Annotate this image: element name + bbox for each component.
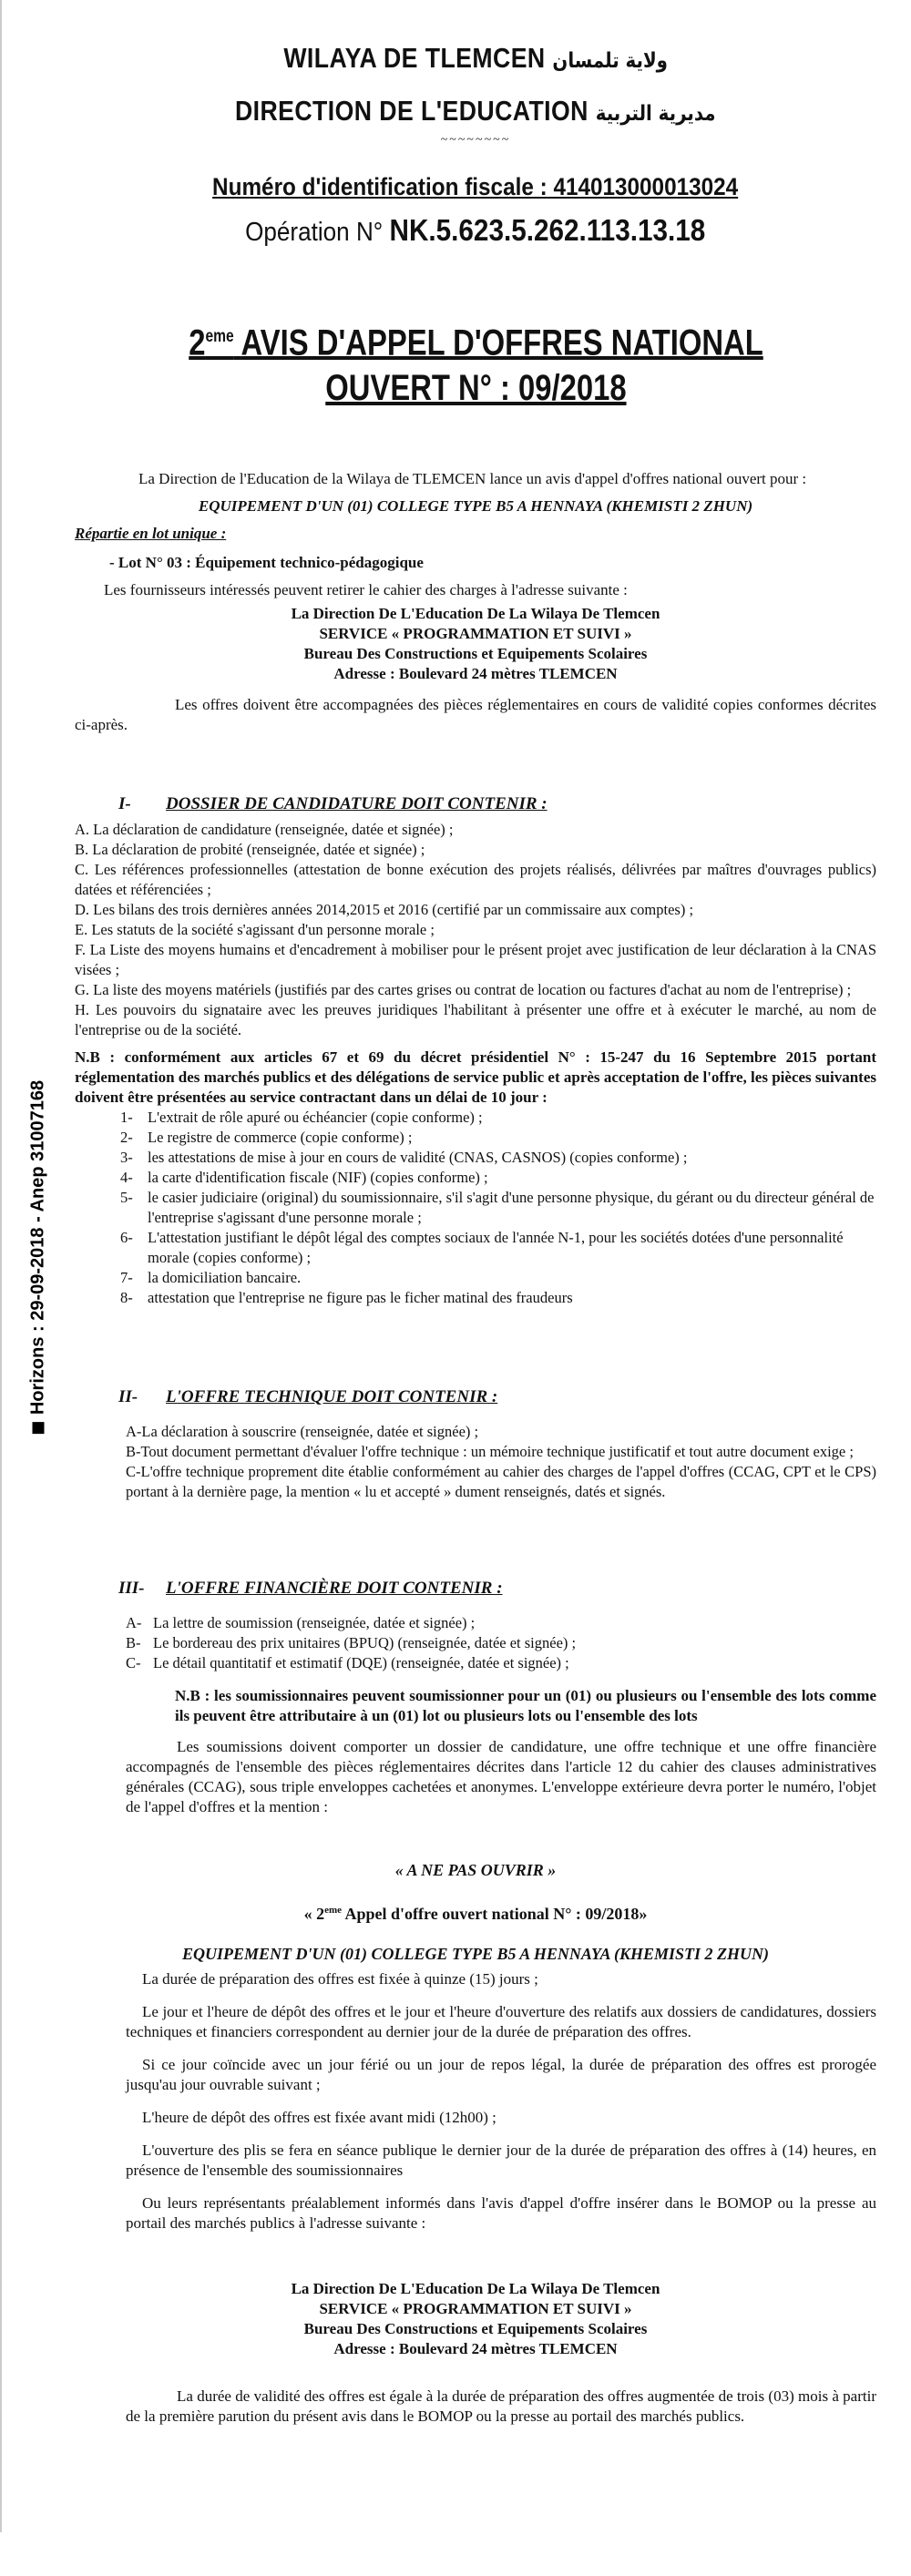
address-block-1 — [75, 604, 876, 684]
operation-prefix: Opération N° — [245, 218, 384, 247]
list-item: 2- Le registre de commerce (copie conforme) ; — [120, 1129, 413, 1146]
title-line-1: AVIS D'APPEL D'OFFRES NATIONAL — [241, 322, 763, 363]
list-item: 7- la domiciliation bancaire. — [120, 1269, 302, 1286]
operation-line — [75, 213, 876, 248]
header-tilde-divider: ~~~~~~~~ — [440, 133, 511, 147]
retrieve-text: Les fournisseurs intéressés peuvent retirer le cahier des charges à l'adresse suivante : — [104, 581, 628, 598]
section3-title: L'OFFRE FINANCIÈRE DOIT CONTENIR : — [166, 1579, 503, 1598]
list-item: H. Les pouvoirs du signataire avec les preuves juridiques l'habilitant à présenter une offre et à exécuter le marché, au nom de l'entreprise ou de la société. — [75, 1001, 876, 1038]
deposit-day-text: Le jour et l'heure de dépôt des offres et le jour et l'heure d'ouverture des relatifs aux dossiers de candidatures, dossiers techniques et financiers correspondent au dernier jour de la durée de préparation des offres. — [126, 2003, 876, 2040]
side-label — [11, 1048, 66, 1467]
address-block-2 — [75, 2279, 876, 2359]
opening-text: L'ouverture des plis se fera en séance publique le dernier jour de la durée de préparation des offres à (14) heures, en présence de l'ensemble des soumissionnaires — [126, 2142, 876, 2179]
representatives-text: Ou leurs représentants préalablement informés dans l'avis d'appel d'offre insérer dans le BOMOP ou la presse au portail des marchés publics à l'adresse suivante : — [126, 2194, 876, 2232]
list-item: C. Les références professionnelles (attestation de bonne exécution des projets réalisés, délivrées par maîtres d'ouvrages publics) datées et référenciées ; — [75, 861, 876, 898]
do-not-open: « A NE PAS OUVRIR » — [394, 1861, 557, 1879]
section2-title: L'OFFRE TECHNIQUE DOIT CONTENIR : — [166, 1387, 498, 1406]
section2-list — [75, 1422, 876, 1502]
conditions-block — [75, 1969, 876, 2234]
holiday-text: Si ce jour coïncide avec un jour férié ou un jour de repos légal, la durée de préparation des offres est prorogée jusqu'au jour ouvrable suivant ; — [126, 2056, 876, 2093]
address1-line1: La Direction De L'Education De La Wilaya De Tlemcen — [291, 605, 660, 622]
side-publication-label: Horizons : 29-09-2018 - Anep 31007168 — [28, 1080, 49, 1434]
address2-line2: SERVICE « PROGRAMMATION ET SUIVI » — [319, 2300, 632, 2317]
address1-line4: Adresse : Boulevard 24 mètres TLEMCEN — [333, 665, 618, 682]
lot-label: - Lot N° 03 : Équipement technico-pédagogique — [109, 554, 424, 571]
list-item: C- Le détail quantitatif et estimatif (DQE) (renseignée, datée et signée) ; — [126, 1654, 569, 1671]
nb-requirements: N.B : conformément aux articles 67 et 69 du décret présidentiel N° : 15-247 du 16 Septembre 2015 portant réglementation des marchés publics et des délégations de service public et après acceptation de l'offre, les pièces suivantes doivent être présentées au service contractant dans un délai de 10 jour : — [75, 1048, 876, 1106]
fiscal-id: Numéro d'identification fiscale : 414013000013024 — [212, 173, 739, 200]
list-item: C-L'offre technique proprement dite établie conformément au cahier des charges de l'appel d'offres (CCAG, CPT et le CPS) portant à la dernière page, la mention « lu et accepté » dument renseignés, datés et signés. — [126, 1463, 876, 1500]
list-item: B-Tout document permettant d'évaluer l'offre technique : un mémoire technique justificatif et tout autre document exige ; — [126, 1443, 854, 1460]
square-bullet-icon — [33, 1422, 45, 1434]
section1-title: DOSSIER DE CANDIDATURE DOIT CONTENIR : — [166, 794, 548, 813]
address2-line3: Bureau Des Constructions et Equipements Scolaires — [303, 2320, 648, 2337]
list-item: F. La Liste des moyens humains et d'encadrement à mobiliser pour le présent projet avec justification de leur déclaration à la CNAS visées ; — [75, 941, 876, 978]
section3-list — [75, 1613, 876, 1673]
title-line-2: OUVERT N° : 09/2018 — [324, 368, 627, 409]
wilaya-name: WILAYA DE TLEMCEN — [283, 42, 546, 74]
section1-list — [75, 820, 876, 1040]
section-1 — [75, 794, 876, 1308]
submission-text: Les soumissions doivent comporter un dossier de candidature, une offre technique et une offre financière accompagnés de l'ensemble des pièces réglementaires décrites dans l'article 12 du cahier des clauses administratives générales (CCAG), sous triple enveloppes cachetées et anonymes. L'enveloppe extérieure devra porter le numéro, l'objet de l'appel d'offres et la mention : — [126, 1738, 876, 1815]
section3-number: III- — [118, 1579, 145, 1598]
address1-line3: Bureau Des Constructions et Equipements Scolaires — [303, 645, 648, 662]
project-title: EQUIPEMENT D'UN (01) COLLEGE TYPE B5 A HENNAYA (KHEMISTI 2 ZHUN) — [198, 497, 753, 515]
nb-lots: N.B : les soumissionnaires peuvent soumissionner pour un (01) ou plusieurs ou l'ensemble des lots comme ils peuvent être attributaire à un (01) lot ou plusieurs lots ou l'ensemble des lots — [175, 1687, 876, 1724]
direction-name: DIRECTION DE L'EDUCATION — [235, 95, 589, 127]
validity-text: La durée de validité des offres est égale à la durée de préparation des offres augmentée de trois (03) mois à partir de la première parution du présent avis dans le BOMOP ou la presse au portail des marchés publics. — [126, 2387, 876, 2425]
fiscal-id-line — [75, 173, 876, 201]
list-item: A-La déclaration à souscrire (renseignée, datée et signée) ; — [126, 1423, 479, 1440]
intro-block — [75, 469, 876, 735]
list-item: G. La liste des moyens matériels (justifiés par des cartes grises ou contrat de location ou factures d'achat au nom de l'entreprise) ; — [75, 981, 852, 998]
title-ordinal-sup: eme — [204, 327, 234, 346]
left-border-line — [0, 0, 2, 2532]
list-item: 1- L'extrait de rôle apuré ou échéancier (copie conforme) ; — [120, 1109, 483, 1126]
intro-text: La Direction de l'Education de la Wilaya de TLEMCEN lance un avis d'appel d'offres national ouvert pour : — [138, 470, 807, 487]
nb-list — [75, 1108, 876, 1308]
address2-line4: Adresse : Boulevard 24 mètres TLEMCEN — [333, 2340, 618, 2357]
list-item: A. La déclaration de candidature (renseignée, datée et signée) ; — [75, 821, 454, 838]
wilaya-name-arabic: ولاية تلمسان — [552, 49, 668, 73]
list-item: A- La lettre de soumission (renseignée, datée et signée) ; — [126, 1614, 476, 1631]
address2-line1: La Direction De L'Education De La Wilaya De Tlemcen — [291, 2280, 660, 2297]
duration-text: La durée de préparation des offres est fixée à quinze (15) jours ; — [142, 1970, 538, 1988]
section-2 — [75, 1387, 876, 1502]
direction-name-arabic: مديرية التربية — [595, 102, 716, 126]
header-direction — [75, 95, 876, 128]
operation-code: NK.5.623.5.262.113.13.18 — [389, 213, 706, 247]
list-item: B. La déclaration de probité (renseignée, datée et signée) ; — [75, 841, 425, 858]
title-ordinal: 2 — [188, 322, 205, 363]
list-item: D. Les bilans des trois dernières années 2014,2015 et 2016 (certifié par un commissaire aux comptes) ; — [75, 901, 694, 918]
list-item: 6- L'attestation justifiant le dépôt légal des comptes sociaux de l'année N-1, pour les sociétés dotées d'une personnalité morale (copies conforme) ; — [120, 1229, 844, 1266]
project-title-2: EQUIPEMENT D'UN (01) COLLEGE TYPE B5 A HENNAYA (KHEMISTI 2 ZHUN) — [181, 1945, 770, 1963]
list-item: 3- les attestations de mise à jour en cours de validité (CNAS, CASNOS) (copies conforme) ; — [120, 1149, 688, 1166]
list-item: 8- attestation que l'entreprise ne figure pas le ficher matinal des fraudeurs — [120, 1289, 573, 1306]
list-item: 4- la carte d'identification fiscale (NIF) (copies conforme) ; — [120, 1169, 488, 1186]
offers-text: Les offres doivent être accompagnées des pièces réglementaires en cours de validité copies conformes décrites ci-après. — [75, 696, 876, 733]
validity-block — [75, 2387, 876, 2427]
section2-number: II- — [118, 1387, 138, 1406]
list-item: B- Le bordereau des prix unitaires (BPUQ) (renseignée, datée et signée) ; — [126, 1634, 577, 1651]
appel-reference: « 2eme Appel d'offre ouvert national N° : 09/2018» — [303, 1905, 648, 1923]
deposit-hour-text: L'heure de dépôt des offres est fixée avant midi (12h00) ; — [142, 2109, 496, 2126]
notice-title — [75, 314, 876, 411]
header-wilaya — [75, 42, 876, 75]
list-item: 5- le casier judiciaire (original) du soumissionnaire, s'il s'agit d'une personne physique, du gérant ou du directeur général de l'entreprise s'agissant d'une personne morale ; — [120, 1189, 875, 1226]
lot-heading: Répartie en lot unique : — [75, 525, 227, 542]
mention-block — [75, 1860, 876, 1964]
section-3 — [75, 1579, 876, 1817]
address1-line2: SERVICE « PROGRAMMATION ET SUIVI » — [319, 625, 632, 642]
list-item: E. Les statuts de la société s'agissant d'un personne morale ; — [75, 921, 435, 938]
section1-number: I- — [118, 794, 131, 813]
